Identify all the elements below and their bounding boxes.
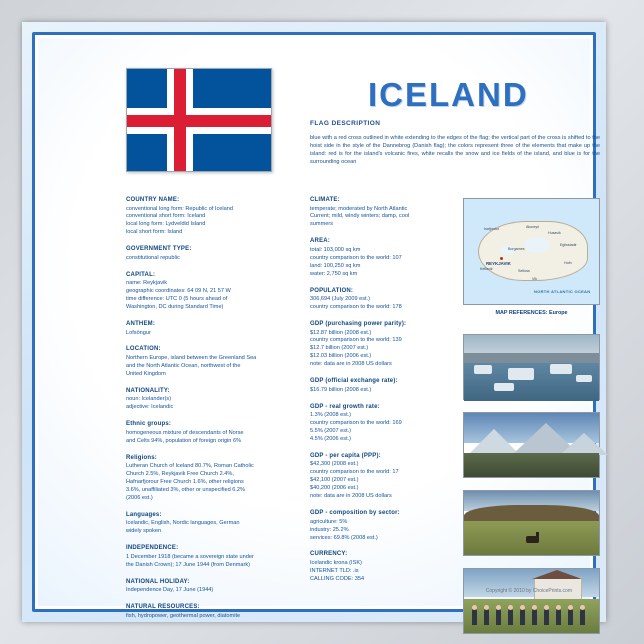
flag-description-heading: FLAG DESCRIPTION [310, 120, 381, 127]
photo4-dancer [520, 609, 525, 625]
info-block [310, 320, 450, 369]
photo1-iceberg [474, 365, 492, 374]
info-block [310, 550, 450, 583]
map-capital-dot [500, 257, 503, 260]
info-block [126, 420, 296, 445]
info-block [126, 578, 296, 595]
info-block-heading: GDP - per capita (PPP): [310, 452, 381, 459]
page-title: ICELAND [368, 76, 529, 113]
info-block [126, 544, 296, 569]
info-block-body [126, 255, 296, 263]
icelandic-horse-photo [463, 490, 600, 556]
info-line: water: 2,750 sq km [310, 270, 358, 277]
info-block-heading: Languages: [126, 511, 162, 518]
photo4-dancer [484, 609, 489, 625]
info-line: 1.3% (2008 est.) [310, 412, 352, 419]
info-line: note: data are in 2008 US dollars [310, 361, 392, 368]
info-block-heading: GDP (official exchange rate): [310, 378, 398, 385]
info-line: $12.03 billion (2006 est.) [310, 353, 372, 360]
info-block [310, 403, 450, 444]
info-block-body [126, 587, 296, 595]
map-label-vik: Vik [532, 277, 537, 281]
info-line: $40,200 (2006 est.) [310, 485, 359, 492]
info-line: Lutheran Church of Iceland 80.7%, Roman Catholic [126, 463, 254, 470]
info-block [126, 196, 296, 237]
info-block-heading: CAPITAL: [126, 271, 156, 278]
info-line: Church 2.5%, Reykjavik Free Church 2.4%, [126, 471, 234, 477]
info-block-heading: NATURAL RESOURCES: [126, 603, 200, 610]
photo4-dancer [496, 609, 501, 625]
info-line: agriculture: 5% [310, 518, 348, 525]
photo1-mountains [464, 353, 599, 363]
info-block-body [310, 519, 450, 543]
info-block-heading: AREA: [310, 238, 330, 245]
photo2-foreground [464, 453, 599, 477]
info-line: CALLING CODE: 354 [310, 575, 365, 582]
poster-outer-frame [22, 22, 606, 622]
info-block-body [126, 206, 296, 238]
info-block-heading: NATIONALITY: [126, 387, 170, 394]
info-block-heading: NATIONAL HOLIDAY: [126, 578, 190, 585]
poster-content [38, 38, 600, 619]
info-block-body [310, 412, 450, 444]
info-line: Icelandic, English, Nordic languages, German [126, 520, 240, 527]
info-block-body [126, 463, 296, 503]
left-column [126, 196, 296, 628]
info-block [126, 345, 296, 378]
info-line: $12.87 billion (2008 est.) [310, 329, 372, 336]
info-line: noun: Icelander(s) [126, 396, 172, 403]
info-block [310, 452, 450, 501]
info-line: summers [310, 221, 333, 228]
copyright-footer: Copyright © 2010 by ChoicePrints.com [485, 588, 572, 594]
photo1-iceberg [494, 383, 514, 391]
info-line: Lofsöngur [126, 329, 151, 336]
map-glacier-vatnajokull [524, 237, 550, 253]
middle-column [310, 196, 450, 592]
info-block-heading: CURRENCY: [310, 551, 348, 558]
info-line: the Danish Crown); 17 June 1944 (from Denmark) [126, 561, 251, 568]
map-ocean-label: NORTH ATLANTIC OCEAN [534, 289, 591, 294]
info-block [126, 320, 296, 337]
info-line: land: 100,250 sq km [310, 262, 361, 269]
photo4-dancer [568, 609, 573, 625]
photo4-dancer [532, 609, 537, 625]
info-line: $42,300 (2008 est.) [310, 461, 359, 468]
info-line: country comparison to the world: 107 [310, 254, 402, 261]
info-block-heading: CLIMATE: [310, 197, 340, 203]
info-block-body [310, 560, 450, 584]
photo1-iceberg [508, 368, 534, 380]
info-block-heading: COUNTRY NAME: [126, 197, 180, 203]
info-line: time difference: UTC 0 (5 hours ahead of [126, 296, 228, 303]
info-line: 4.5% (2006 est.) [310, 435, 352, 442]
info-block-heading: GDP - composition by sector: [310, 510, 400, 517]
info-block-body [310, 461, 450, 501]
poster [22, 22, 606, 622]
info-block-body [310, 387, 450, 395]
info-line: United Kingdom [126, 370, 166, 377]
info-line: (2006 est.) [126, 494, 153, 501]
info-block [310, 509, 450, 542]
info-block [310, 237, 450, 278]
info-block-body [126, 396, 296, 412]
info-line: INTERNET TLD: .is [310, 567, 359, 574]
info-line: country comparison to the world: 17 [310, 469, 399, 476]
map-label-borgarnes: Borgarnes [508, 247, 525, 251]
info-line: 306,694 (July 2009 est.) [310, 296, 371, 303]
photo4-dancer [556, 609, 561, 625]
info-line: local long form: Lydveldid Island [126, 221, 206, 228]
info-block-heading: POPULATION: [310, 287, 354, 294]
info-block [310, 287, 450, 312]
info-line: adjective: Icelandic [126, 404, 174, 411]
info-line: name: Reykjavik [126, 280, 168, 287]
info-line: industry: 25.2% [310, 526, 349, 533]
info-line: $12.7 billion (2007 est.) [310, 345, 369, 352]
iceland-flag [126, 68, 272, 172]
flag-red-vertical [174, 69, 186, 171]
map-references: MAP REFERENCES: Europe [495, 310, 568, 316]
info-block-heading: Religions: [126, 454, 158, 461]
info-block-body [126, 280, 296, 312]
info-line: and the North Atlantic Ocean, northwest of the [126, 362, 241, 369]
photo4-roof [532, 570, 582, 579]
map-label-hofn: Hofn [564, 261, 572, 265]
info-block-heading: GDP - real growth rate: [310, 403, 380, 410]
map-label-isafjordur: Isafjordur [484, 227, 499, 231]
photo1-iceberg [550, 364, 572, 374]
info-line: 5.5% (2007 est.) [310, 428, 352, 435]
info-block-heading: INDEPENDENCE: [126, 545, 179, 552]
info-line: country comparison to the world: 178 [310, 304, 402, 311]
info-line: services: 69.8% (2008 est.) [310, 534, 378, 541]
info-block-body [126, 355, 296, 379]
info-line: and Celts 94%, population of foreign origin 6% [126, 437, 242, 444]
photo3-horse [526, 536, 539, 543]
photo4-dancer [472, 609, 477, 625]
photo4-dancer [580, 609, 585, 625]
info-line: Current; mild, windy winters; damp, cool [310, 213, 410, 220]
info-line: homogeneous mixture of descendants of Norse [126, 429, 244, 436]
info-block-heading: GOVERNMENT TYPE: [126, 246, 192, 253]
map-label-akureyri: Akureyri [526, 225, 540, 229]
info-line: note: data are in 2008 US dollars [310, 493, 392, 500]
info-line: $42,100 (2007 est.) [310, 477, 359, 484]
photo4-dancer [508, 609, 513, 625]
glacier-lagoon-photo [463, 334, 600, 400]
info-line: Independence Day, 17 June (1944) [126, 587, 214, 594]
info-block [126, 511, 296, 536]
flag-description-text: blue with a red cross outlined in white extending to the edges of the flag; the vertical part of the cross is shifted to the hoist side in the style of the Dannebrog (Danish flag); the colors represent three of the elements that make up the island: red is for the island's volcanic fires, white recalls the snow and ice fields of the island, and blue is for the surrounding ocean [310, 135, 600, 166]
info-block [126, 271, 296, 312]
info-line: local short form: Island [126, 229, 183, 236]
folk-dancers-photo [463, 568, 600, 634]
info-block [126, 603, 296, 620]
info-line: 1 December 1918 (became a sovereign state under [126, 553, 254, 560]
info-block-body [310, 296, 450, 312]
map-label-selfoss: Selfoss [518, 269, 530, 273]
info-block [310, 196, 450, 229]
info-line: Northern Europe, island between the Greenland Sea [126, 354, 257, 361]
info-line: 3.6%, unaffiliated 3%, other or unspecified 6.2% [126, 486, 245, 493]
info-line: constitutional republic [126, 254, 180, 261]
info-line: Washington, DC during Standard Time) [126, 304, 224, 311]
info-block [126, 245, 296, 262]
info-block-heading: Ethnic groups: [126, 421, 172, 428]
info-line: fish, hydropower, geothermal power, diatomite [126, 612, 241, 619]
info-line: widely spoken [126, 528, 162, 535]
info-block-body [126, 430, 296, 446]
info-block-body [310, 247, 450, 279]
poster-blue-border [32, 32, 600, 619]
info-block [310, 377, 450, 394]
info-block-body [126, 554, 296, 570]
info-block-body [126, 613, 296, 621]
info-line: country comparison to the world: 169 [310, 420, 402, 427]
info-block-heading: ANTHEM: [126, 320, 156, 327]
info-block-body [126, 330, 296, 338]
info-block [126, 387, 296, 412]
info-block-body [126, 520, 296, 536]
photo1-iceberg [576, 375, 592, 382]
photo2-peak [560, 430, 608, 455]
info-block [126, 454, 296, 503]
photo4-dancer [544, 609, 549, 625]
info-line: conventional long form: Republic of Iceland [126, 205, 233, 212]
map-capital-label: REYKJAVIK [486, 261, 511, 266]
map-label-keflavik: Keflavik [480, 267, 493, 271]
info-line: country comparison to the world: 139 [310, 337, 402, 344]
map-label-egilsstadir: Egilsstadir [560, 243, 577, 247]
map-label-husavik: Husavik [548, 231, 561, 235]
info-line: temperate; moderated by North Atlantic [310, 205, 408, 212]
info-line: total: 103,000 sq km [310, 246, 361, 253]
info-line: Hafnarfjorour Free Church 1.6%, other religions [126, 478, 244, 485]
info-line: Icelandic krona (ISK) [310, 559, 362, 566]
info-block-body [310, 330, 450, 370]
info-block-body [310, 206, 450, 230]
info-block-heading: LOCATION: [126, 346, 161, 353]
info-line: geographic coordinates: 64 09 N, 21 57 W [126, 288, 231, 295]
mountain-landscape-photo [463, 412, 600, 478]
info-line: $16.79 billion (2008 est.) [310, 386, 372, 393]
info-block-heading: GDP (purchasing power parity): [310, 320, 407, 327]
info-line: conventional short form: Iceland [126, 213, 206, 220]
iceland-map [463, 198, 600, 305]
flag-red-horizontal [127, 115, 271, 127]
